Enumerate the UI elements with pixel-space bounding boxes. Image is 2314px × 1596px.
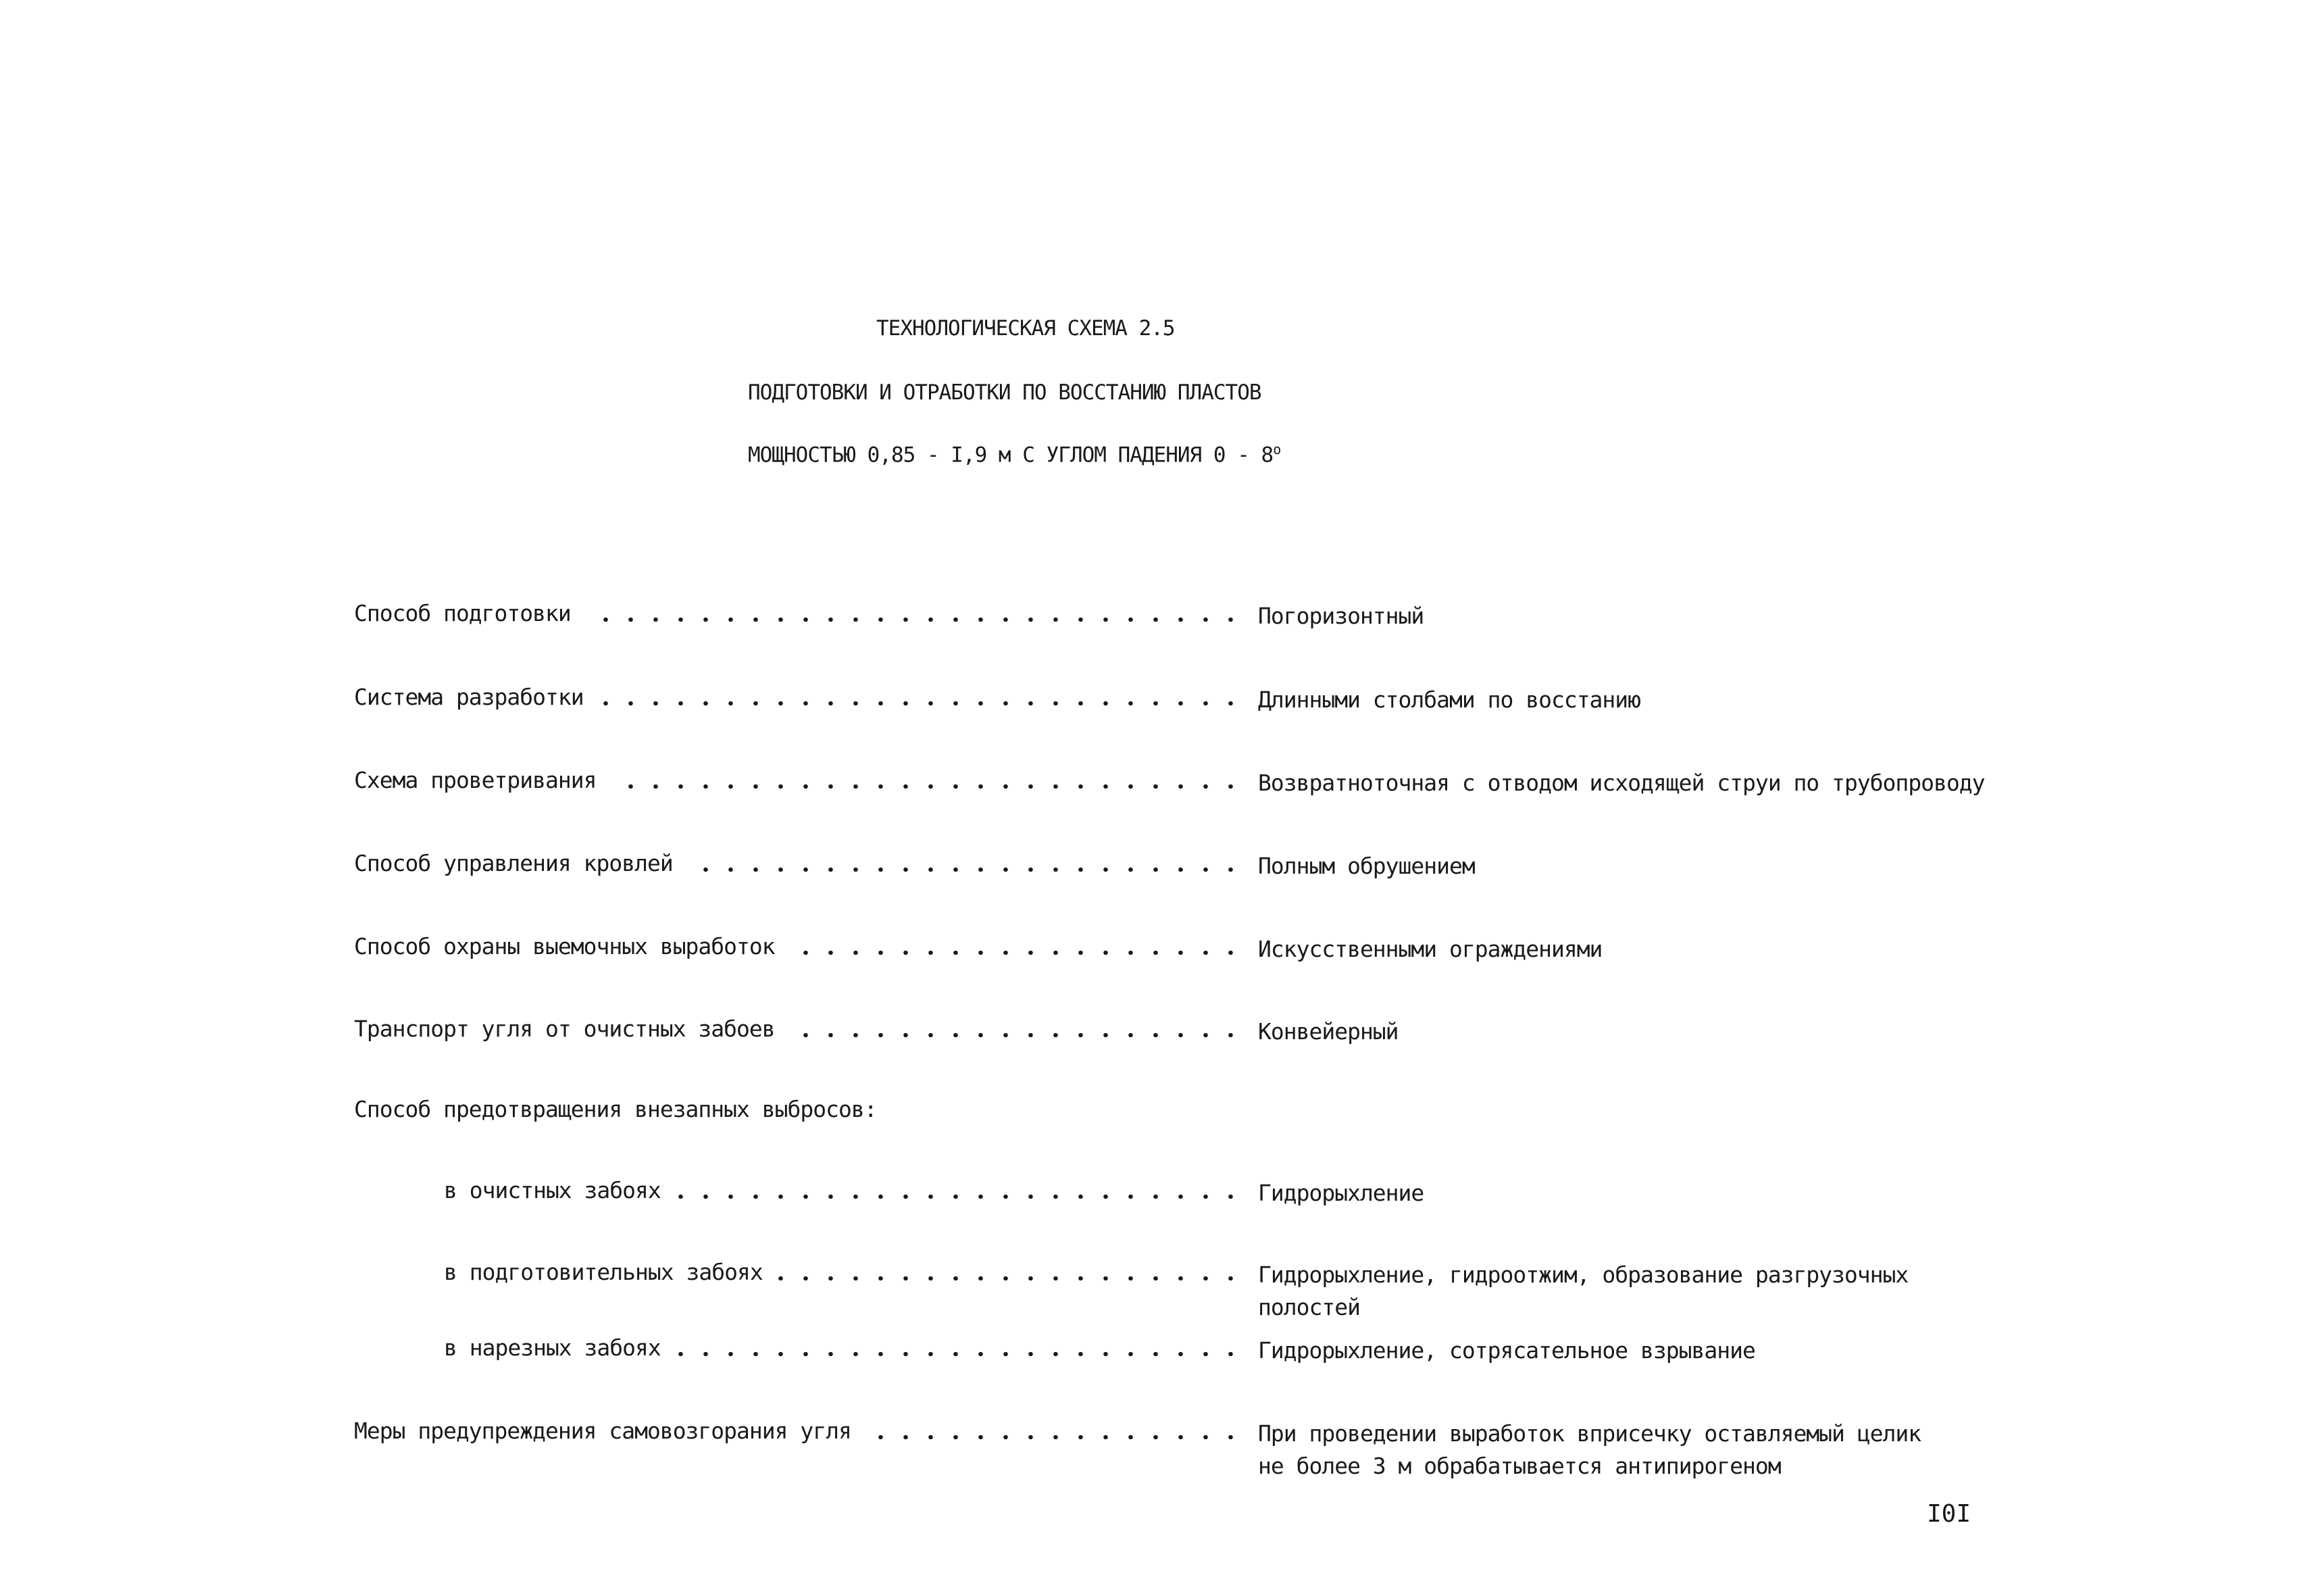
- row-value: [1258, 1259, 1908, 1324]
- value-line: При проведении выработок вприсечку оставляемый целик: [1258, 1420, 1921, 1447]
- dot-leader: [595, 618, 1243, 622]
- row-value: Гидрорыхление: [1258, 1180, 1424, 1206]
- row-value: Конвейерный: [1258, 1018, 1399, 1045]
- document-title: ТЕХНОЛОГИЧЕСКАЯ СХЕМА 2.5: [876, 316, 1175, 341]
- row-label: в нарезных забоях: [444, 1335, 661, 1361]
- value-line: полостей: [1258, 1294, 1360, 1320]
- row-workings-protection: [0, 933, 2314, 974]
- subrow-development-faces: [0, 1259, 2314, 1326]
- row-value: Погоризонтный: [1258, 603, 1424, 629]
- document-subtitle: ПОДГОТОВКИ И ОТРАБОТКИ ПО ВОССТАНИЮ ПЛАСТОВ: [748, 380, 1261, 405]
- row-value: Гидрорыхление, сотрясательное взрывание: [1258, 1337, 1755, 1364]
- row-label: Меры предупреждения самовозгорания угля: [354, 1418, 851, 1444]
- row-label: Способ управления кровлей: [354, 850, 673, 876]
- dot-leader: [662, 1195, 1243, 1199]
- dot-leader: [662, 1352, 1243, 1356]
- row-development-system: [0, 684, 2314, 724]
- dot-leader: [595, 701, 1243, 705]
- row-roof-control: [0, 850, 2314, 891]
- degree-mark: о: [1273, 441, 1281, 457]
- dot-leader: [689, 868, 1243, 872]
- row-label: в очистных забоях: [444, 1177, 661, 1203]
- row-preparation-method: [0, 600, 2314, 641]
- row-value: Возвратноточная с отводом исходящей струи по трубопроводу: [1258, 770, 1985, 796]
- row-label: Способ подготовки: [354, 600, 571, 626]
- row-value: Искусственными ограждениями: [1258, 936, 1603, 962]
- row-label: Система разработки: [354, 684, 584, 710]
- document-subtitle-2: [748, 441, 1280, 467]
- section-label: Способ предотвращения внезапных выбросов:: [354, 1096, 877, 1122]
- row-ventilation-scheme: [0, 767, 2314, 807]
- section-outburst-prevention: [0, 1096, 2314, 1137]
- row-label: Способ охраны выемочных выработок: [354, 933, 775, 959]
- dot-leader: [615, 784, 1243, 789]
- row-self-ignition-prevention: [0, 1418, 2314, 1485]
- subrow-cut-faces: [0, 1335, 2314, 1375]
- value-line: Гидрорыхление, гидроотжим, образование разгрузочных: [1258, 1262, 1909, 1288]
- row-label: в подготовительных забоях: [444, 1259, 763, 1285]
- subtitle-text: МОЩНОСТЬЮ 0,85 - I,9 м С УГЛОМ ПАДЕНИЯ 0 - 8: [748, 443, 1274, 468]
- row-coal-transport: [0, 1016, 2314, 1056]
- row-value: Полным обрушением: [1258, 853, 1475, 879]
- subrow-stope-faces: [0, 1177, 2314, 1218]
- dot-leader: [770, 1276, 1243, 1280]
- dot-leader: [794, 1033, 1243, 1037]
- dot-leader: [794, 951, 1243, 955]
- row-label: Схема проветривания: [354, 767, 597, 793]
- row-value: Длинными столбами по восстанию: [1258, 687, 1641, 713]
- page-number: I0I: [1927, 1500, 1971, 1528]
- dot-leader: [872, 1435, 1243, 1439]
- row-label: Транспорт угля от очистных забоев: [354, 1016, 775, 1042]
- value-line: не более 3 м обрабатывается антипирогеном: [1258, 1453, 1781, 1479]
- row-value: [1258, 1418, 1921, 1482]
